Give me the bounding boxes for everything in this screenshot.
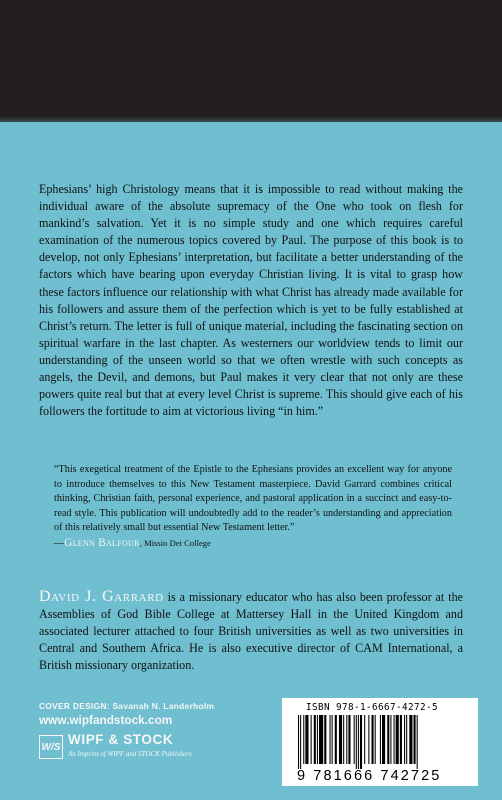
author-bio [39, 588, 463, 674]
isbn-barcode [282, 698, 478, 786]
publisher-imprint: An Imprint of WIPF and STOCK Publishers [68, 750, 192, 758]
endorsement-attribution [54, 537, 211, 549]
attribution-dash: — [54, 538, 65, 549]
logo-text: W/S [41, 741, 61, 753]
publisher-name: WIPF & STOCK [68, 732, 174, 747]
author-name: David J. Garrard [39, 588, 164, 605]
endorser-affiliation: , Missio Dei College [139, 538, 211, 548]
endorsement-quote: “This exegetical treatment of the Epistle to the Ephesians provides an excellent way for anyone to introduce themselves to this New Testament masterpiece. David Garrard combines critical thinking, Christian faith, personal experience, and pastoral application in a succinct and easy-to-read style. This publication will undoubtedly add to the reader’s understanding and appreciation of this relatively small but essential New Testament letter.” [54, 464, 452, 534]
barcode-bars [296, 715, 464, 769]
endorser-name: Glenn Balfour [64, 537, 140, 549]
cover-design-credit: COVER DESIGN: Savanah N. Landerholm [39, 701, 215, 711]
top-dark-band [0, 0, 502, 122]
author-bio-text: is a missionary educator who has also been professor at the Assemblies of God Bible College at Mattersey Hall in the United Kingdom and associated lecturer attached to four British universities as well as two universities in Central and Southern Africa. He is also executive director of CAM International, a British missionary organization. [39, 590, 463, 673]
barcode-number: 9 781666 742725 [297, 768, 442, 784]
isbn-label: ISBN 978-1-6667-4272-5 [306, 702, 438, 713]
publisher-website: www.wipfandstock.com [39, 713, 173, 727]
back-cover-blurb: Ephesians’ high Christology means that it is impossible to read without making the individual aware of the absolute supremacy of the One who took on flesh for mankind’s salvation. Yet it is no simple study and one which requires careful examination of the numerous topics covered by Paul. The purpose of this book is to develop, not only Ephesians’ interpretation, but facilitate a better understanding of the factors which have bearing upon everyday Christian living. It is vital to grasp how these factors influence our relationship with what Christ has already made available for his followers and assure them of the perfection which is yet to be fully established at Christ’s return. The letter is full of unique material, including the fascinating section on spiritual warfare in the last chapter. As westerners our worldview tends to limit our understanding of the unseen world so that we often wrestle with such concepts as angels, the Devil, and demons, but Paul makes it very clear that not only are these powers quite real but that at every level Christ is supreme. This should give each of his followers the fortitude to aim at victorious living “in him.” [39, 182, 463, 419]
wipf-stock-logo [39, 735, 63, 759]
